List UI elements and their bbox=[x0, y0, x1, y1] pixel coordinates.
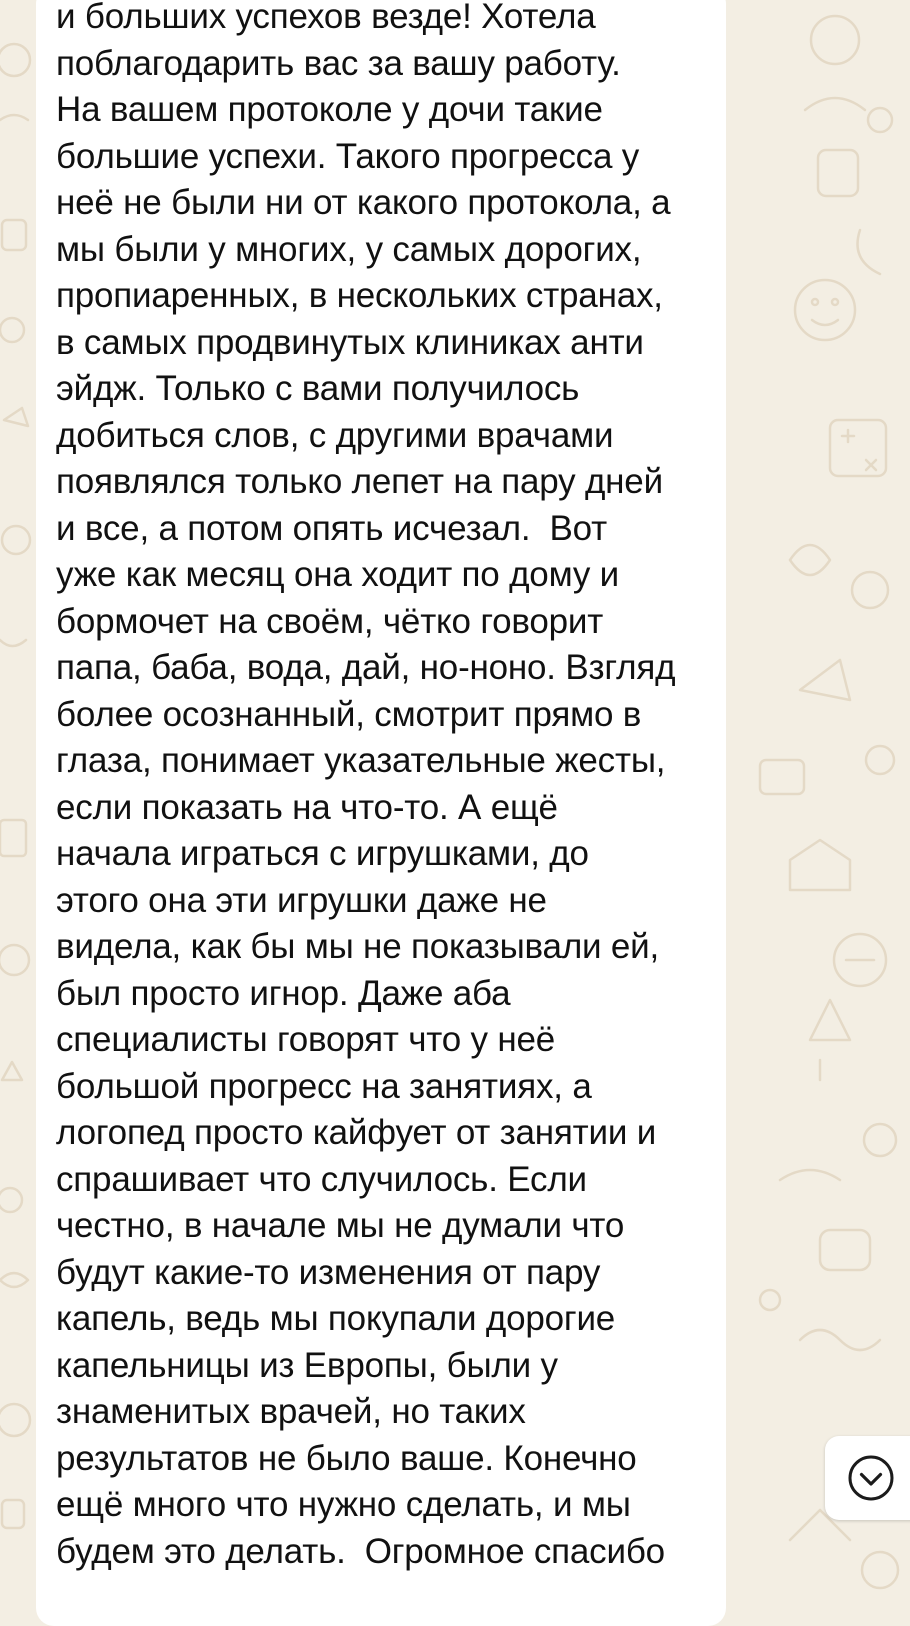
message-line: бормочет на своём, чётко говорит bbox=[56, 601, 604, 641]
message-line: капельницы из Европы, были у bbox=[56, 1345, 558, 1385]
message-line: был просто игнор. Даже аба bbox=[56, 973, 511, 1013]
message-line: поблагодарить вас за вашу работу. bbox=[56, 43, 621, 83]
message-line: большие успехи. Такого прогресса у bbox=[56, 136, 640, 176]
message-line: более осознанный, смотрит прямо в bbox=[56, 694, 642, 734]
message-line: мы были у многих, у самых дорогих, bbox=[56, 229, 642, 269]
chevron-down-circle-icon bbox=[847, 1454, 895, 1502]
message-line: большой прогресс на занятиях, а bbox=[56, 1066, 592, 1106]
message-line: и все, а потом опять исчезал. Вот bbox=[56, 508, 607, 548]
message-text bbox=[56, 0, 716, 1575]
message-line: уже как месяц она ходит по дому и bbox=[56, 555, 620, 594]
message-line: ещё много что нужно сделать, и мы bbox=[56, 1485, 631, 1524]
message-line: папа, баба, вода, дай, но-ноно. Взгляд bbox=[56, 648, 676, 687]
message-line: результатов не было ваше. Конечно bbox=[56, 1438, 637, 1478]
message-line: неё не были ни от какого протокола, а bbox=[56, 183, 671, 222]
message-line: добиться слов, с другими врачами bbox=[56, 415, 614, 455]
message-line: и больших успехов везде! Хотела bbox=[56, 0, 596, 36]
message-line: знаменитых врачей, но таких bbox=[56, 1392, 526, 1431]
message-line: логопед просто кайфует от занятии и bbox=[56, 1113, 657, 1152]
message-line: в самых продвинутых клиниках анти bbox=[56, 322, 644, 362]
message-line: появлялся только лепет на пару дней bbox=[56, 462, 663, 501]
message-line: видела, как бы мы не показывали ей, bbox=[56, 927, 660, 966]
message-line: если показать на что-то. А ещё bbox=[56, 787, 558, 827]
message-line: будут какие-то изменения от пару bbox=[56, 1252, 601, 1292]
message-line: специалисты говорят что у неё bbox=[56, 1020, 556, 1059]
message-line: эйдж. Только с вами получилось bbox=[56, 369, 580, 408]
message-line: этого она эти игрушки даже не bbox=[56, 880, 547, 920]
message-line: пропиаренных, в нескольких странах, bbox=[56, 276, 663, 315]
message-line: капель, ведь мы покупали дорогие bbox=[56, 1299, 616, 1338]
message-line: глаза, понимает указательные жесты, bbox=[56, 741, 666, 780]
message-line: начала играться с игрушками, до bbox=[56, 834, 589, 873]
message-line: честно, в начале мы не думали что bbox=[56, 1206, 625, 1245]
message-line: На вашем протоколе у дочи такие bbox=[56, 90, 603, 129]
incoming-message-bubble[interactable] bbox=[36, 0, 726, 1626]
message-line: спрашивает что случилось. Если bbox=[56, 1159, 587, 1199]
scroll-to-bottom-button[interactable] bbox=[825, 1436, 910, 1520]
message-line: будем это делать. Огромное спасибо bbox=[56, 1531, 665, 1571]
